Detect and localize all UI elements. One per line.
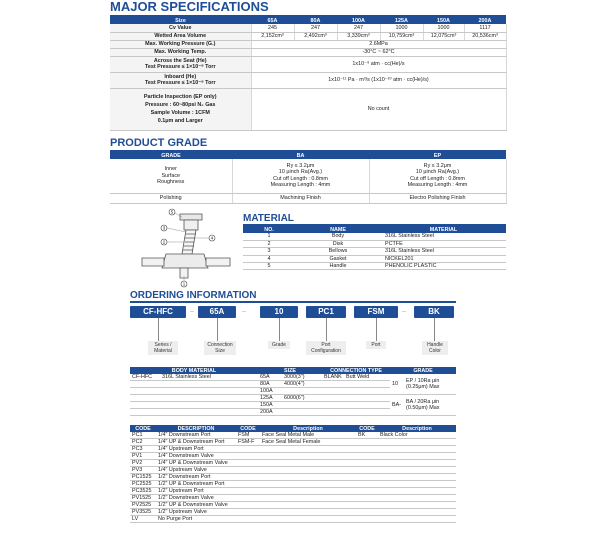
port-row: [130, 460, 456, 467]
part-port-config: PC1: [306, 306, 346, 318]
specs-header-size: Size: [110, 17, 251, 24]
material-table: [243, 226, 506, 270]
port-desc: 1/2" Downstream Port: [156, 474, 236, 481]
pipe-left: [142, 258, 164, 266]
material-row: [243, 240, 506, 247]
material-header-no: NO.: [243, 226, 295, 233]
material-title: MATERIAL: [243, 213, 294, 224]
port-code: PC3: [130, 446, 156, 453]
port-code: PC1: [130, 432, 156, 439]
part-size: 65A: [198, 306, 236, 318]
connector-line: [279, 318, 280, 342]
callout-label: 1: [182, 281, 186, 287]
material-no: 5: [243, 263, 295, 270]
area-value: 20,536cm³: [464, 32, 506, 40]
roughness-line: Surface: [161, 172, 181, 179]
ordering-t2-header: [130, 425, 456, 432]
conn-desc: Face Seal Metal Male: [260, 432, 356, 439]
port-row: [130, 502, 456, 509]
ordering-t1-row: [130, 374, 456, 381]
cv-value: 1000: [423, 24, 464, 32]
ep-line: Cut off Length : 0.8mm: [410, 175, 465, 182]
part-separator: –: [190, 308, 194, 315]
material-row: [243, 233, 506, 240]
body-shape: [162, 254, 208, 268]
part-separator: –: [242, 308, 246, 315]
cv-value: 1000: [380, 24, 423, 32]
polishing-label: Polishing: [110, 193, 232, 203]
port-desc: 1/2" Downstream Valve: [156, 495, 236, 502]
port-desc: 1/4" Upstream Valve: [156, 467, 236, 474]
ep-roughness: [369, 159, 506, 193]
ordering-t1-row: [130, 395, 456, 402]
grade-title: PRODUCT GRADE: [110, 137, 208, 149]
callout-label: 4: [210, 235, 214, 241]
t2-header-desc: Description: [260, 425, 356, 432]
t1-size-group: 6000(6"): [282, 395, 322, 402]
port-desc: 1/4" Upstream Port: [156, 446, 236, 453]
material-value: 316L Stainless Steel: [381, 248, 506, 255]
ordering-rule: [130, 301, 456, 303]
port-row: [130, 432, 456, 439]
t1-grade-code1: 10: [390, 374, 404, 395]
area-value: 12,075cm³: [423, 32, 464, 40]
port-row: [130, 467, 456, 474]
port-desc: 1/4" Downstream Valve: [156, 453, 236, 460]
particle-line: Sample Volume : 1CFM: [150, 110, 210, 116]
t1-size-group: 4000(4"): [282, 381, 322, 388]
port-row: [130, 516, 456, 523]
specs-row-seat: [110, 56, 506, 72]
specs-header-200a: 200A: [464, 17, 506, 24]
cv-value: 247: [294, 24, 337, 32]
inboard-label-line1: Inboard (He): [164, 74, 197, 80]
port-row: [130, 453, 456, 460]
ba-roughness: [232, 159, 369, 193]
t1-header-grade: GRADE: [390, 367, 456, 374]
t1-size: 100A: [258, 388, 282, 395]
ba-line: Ry ≤ 3.2μm: [286, 162, 315, 169]
grade-header-row: [110, 152, 506, 159]
t1-grade-desc1: [404, 374, 456, 395]
ep-line: Measuring Length : 4mm: [407, 182, 468, 189]
label-port: Port: [366, 341, 386, 349]
particle-line: Pressure : 60~80psi N₂ Gas: [145, 102, 216, 108]
part-separator: –: [402, 308, 406, 315]
port-row: [130, 474, 456, 481]
t1-body: 316L Stainless Steel: [160, 374, 258, 381]
t1-header-body: BODY MATERIAL: [130, 367, 258, 374]
t1-grade-desc1-line: EP / 10Ra μin: [406, 378, 440, 385]
t1-size: 80A: [258, 381, 282, 388]
port-code: PV1525: [130, 495, 156, 502]
t1-size: 125A: [258, 395, 282, 402]
specs-row-area: [110, 32, 506, 40]
port-desc: No Purge Port: [156, 516, 236, 523]
inboard-label-line2: Test Pressure ≤ 1×10⁻⁸ Torr: [144, 80, 216, 86]
specs-row-pressure: [110, 40, 506, 48]
port-row: [130, 481, 456, 488]
port-desc: 1/4" UP & Downstream Port: [156, 439, 236, 446]
temp-label: Max. Working Temp.: [110, 48, 251, 56]
material-name: Gasket: [295, 255, 381, 262]
seat-label-line1: Across the Seat (He): [153, 58, 207, 64]
t1-grade-code2: BA-: [390, 395, 404, 416]
specs-header-80a: 80A: [294, 17, 337, 24]
connector-line: [376, 318, 377, 342]
label-size: Connection Size: [204, 341, 236, 355]
material-value: NICKEL201: [381, 255, 506, 262]
ep-polishing: Electro Polishing Finish: [369, 193, 506, 203]
particle-value: No count: [251, 88, 506, 130]
t1-size: 200A: [258, 409, 282, 416]
label-grade: Grade: [268, 341, 290, 349]
t1-size: 150A: [258, 402, 282, 409]
port-desc: 1/4" Downstream Port: [156, 432, 236, 439]
t1-grade-desc2-line: (0.50μm) Max: [406, 405, 440, 412]
port-row: [130, 439, 456, 446]
cv-value: 247: [337, 24, 380, 32]
area-value: 2,152cm³: [251, 32, 294, 40]
port-desc: 1/2" Upstream Valve: [156, 509, 236, 516]
pressure-label: Max. Working Pressure (G.): [110, 40, 251, 48]
port-code: PV3525: [130, 509, 156, 516]
valve-diagram: [140, 208, 232, 288]
ep-line: Ry ≤ 3.2μm: [423, 162, 452, 169]
t1-grade-desc2: [404, 395, 456, 416]
t1-series: CF-HFC: [130, 374, 160, 381]
color-code: BK: [356, 432, 378, 439]
part-color: BK: [414, 306, 454, 318]
connector-line: [158, 318, 159, 342]
roughness-line: Inner: [164, 166, 177, 173]
port-code: PV3: [130, 467, 156, 474]
area-label: Wetted Area Volume: [110, 32, 251, 40]
conn-code: FSM: [236, 432, 260, 439]
cv-label: Cv Value: [110, 24, 251, 32]
material-no: 4: [243, 255, 295, 262]
area-value: 2,492cm³: [294, 32, 337, 40]
inboard-label: [110, 72, 251, 88]
pipe-right: [206, 258, 230, 266]
label-color: Handle Color: [422, 341, 448, 355]
port-row: [130, 495, 456, 502]
material-value: PHENOLIC PLASTIC: [381, 263, 506, 270]
grade-row-polishing: [110, 193, 506, 203]
material-no: 3: [243, 248, 295, 255]
connector-line: [434, 318, 435, 342]
conn-desc: Face Seal Metal Female: [260, 439, 356, 446]
specs-header-row: [110, 17, 506, 24]
t1-grade-desc2-line: BA / 20Ra μin: [406, 399, 440, 406]
port-code: PV1: [130, 453, 156, 460]
ba-line: Cut off Length : 0.8mm: [273, 175, 328, 182]
specs-header-150a: 150A: [423, 17, 464, 24]
material-row: [243, 263, 506, 270]
port-desc: 1/2" UP & Downstream Valve: [156, 502, 236, 509]
material-value: PCTFE: [381, 240, 506, 247]
t2-header-desc: DESCRIPTION: [156, 425, 236, 432]
t1-conn-code: BLANK: [322, 374, 344, 381]
part-grade: 10: [260, 306, 298, 318]
ordering-table-2: [130, 425, 456, 523]
t2-header-code: CODE: [130, 425, 156, 432]
pressure-value: 2.6MPa: [251, 40, 506, 48]
particle-line: Particle Inspection (EP only): [143, 94, 217, 100]
specs-row-particle: [110, 88, 506, 130]
material-name: Handle: [295, 263, 381, 270]
material-header-row: [243, 226, 506, 233]
specs-header-100a: 100A: [337, 17, 380, 24]
specs-row-inboard: [110, 72, 506, 88]
label-port-config: Port Configuration: [306, 341, 346, 355]
handle-shape: [180, 214, 202, 220]
part-series: CF-HFC: [130, 306, 186, 318]
t1-conn-type: Butt Weld: [344, 374, 390, 381]
roughness-label: [110, 159, 232, 193]
inboard-value: 1x10⁻¹¹ Pa · m³/s (1x10⁻¹⁰ atm · cc(He)/s): [251, 72, 506, 88]
ordering-title: ORDERING INFORMATION: [130, 290, 257, 301]
particle-line: 0.1μm and Larger: [157, 118, 203, 124]
conn-code: FSM-F: [236, 439, 260, 446]
material-value: 316L Stainless Steel: [381, 233, 506, 240]
specs-header-65a: 65A: [251, 17, 294, 24]
ba-line: Measuring Length : 4mm: [270, 182, 331, 189]
material-no: 1: [243, 233, 295, 240]
grade-header-grade: GRADE: [110, 152, 232, 159]
port-row: [130, 446, 456, 453]
t1-size-group: 3000(3"): [282, 374, 322, 381]
callout-label: 5: [170, 209, 174, 215]
ordering-table-1: [130, 367, 456, 416]
grade-row-roughness: [110, 159, 506, 193]
port-row: [130, 488, 456, 495]
seat-label-line2: Test Pressure ≤ 1×10⁻⁸ Torr: [144, 64, 216, 70]
area-value: 10,759cm³: [380, 32, 423, 40]
bonnet-shape: [184, 220, 198, 230]
specs-row-cv: [110, 24, 506, 32]
port-code: LV: [130, 516, 156, 523]
t2-header-code: CODE: [236, 425, 260, 432]
color-desc: Black Color: [378, 432, 456, 439]
material-name: Disk: [295, 240, 381, 247]
material-name: Bellows: [295, 248, 381, 255]
ba-line: 10 μinch Ra(Avg.): [278, 169, 323, 176]
grade-table: [110, 152, 507, 204]
connector-line: [217, 318, 218, 342]
port-desc: 1/2" UP & Downstream Port: [156, 481, 236, 488]
port-code: PC2525: [130, 481, 156, 488]
port-desc: 1/4" UP & Downstream Valve: [156, 460, 236, 467]
port-row: [130, 509, 456, 516]
specs-title: MAJOR SPECIFICATIONS: [110, 0, 269, 14]
seat-value: 1x10⁻⁹ atm · cc(He)/s: [251, 56, 506, 72]
grade-header-ba: BA: [232, 152, 369, 159]
t1-header-size: SIZE: [258, 367, 322, 374]
label-series: Series / Material: [148, 341, 178, 355]
port-code: PV2525: [130, 502, 156, 509]
material-no: 2: [243, 240, 295, 247]
seat-label: [110, 56, 251, 72]
particle-label: [110, 88, 251, 130]
specs-row-temp: [110, 48, 506, 56]
callout-label: 2: [162, 239, 166, 245]
ep-line: 10 μinch Ra(Avg.): [415, 169, 460, 176]
specs-header-125a: 125A: [380, 17, 423, 24]
t1-size: 65A: [258, 374, 282, 381]
cv-value: 1117: [464, 24, 506, 32]
t1-grade-desc1-line: (0.25μm) Max: [406, 384, 440, 391]
roughness-line: Roughness: [157, 178, 185, 185]
port-code: PV2: [130, 460, 156, 467]
temp-value: -30°C ~ 62°C: [251, 48, 506, 56]
grade-header-ep: EP: [369, 152, 506, 159]
port-code: PC1525: [130, 474, 156, 481]
t2-header-code: CODE: [356, 425, 378, 432]
area-value: 3,339cm³: [337, 32, 380, 40]
t1-header-conn: CONNECTION TYPE: [322, 367, 390, 374]
callout-label: 3: [162, 225, 166, 231]
ordering-t1-header: [130, 367, 456, 374]
ba-polishing: Machining Finish: [232, 193, 369, 203]
port-code: PC2: [130, 439, 156, 446]
material-row: [243, 248, 506, 255]
material-row: [243, 255, 506, 262]
specs-table: [110, 17, 507, 131]
material-name: Body: [295, 233, 381, 240]
material-header-name: NAME: [295, 226, 381, 233]
connector-line: [326, 318, 327, 342]
part-port: FSM: [354, 306, 398, 318]
cv-value: 245: [251, 24, 294, 32]
material-header-material: MATERIAL: [381, 226, 506, 233]
port-code: PC3525: [130, 488, 156, 495]
t2-header-desc: Description: [378, 425, 456, 432]
port-desc: 1/2" Upstream Port: [156, 488, 236, 495]
